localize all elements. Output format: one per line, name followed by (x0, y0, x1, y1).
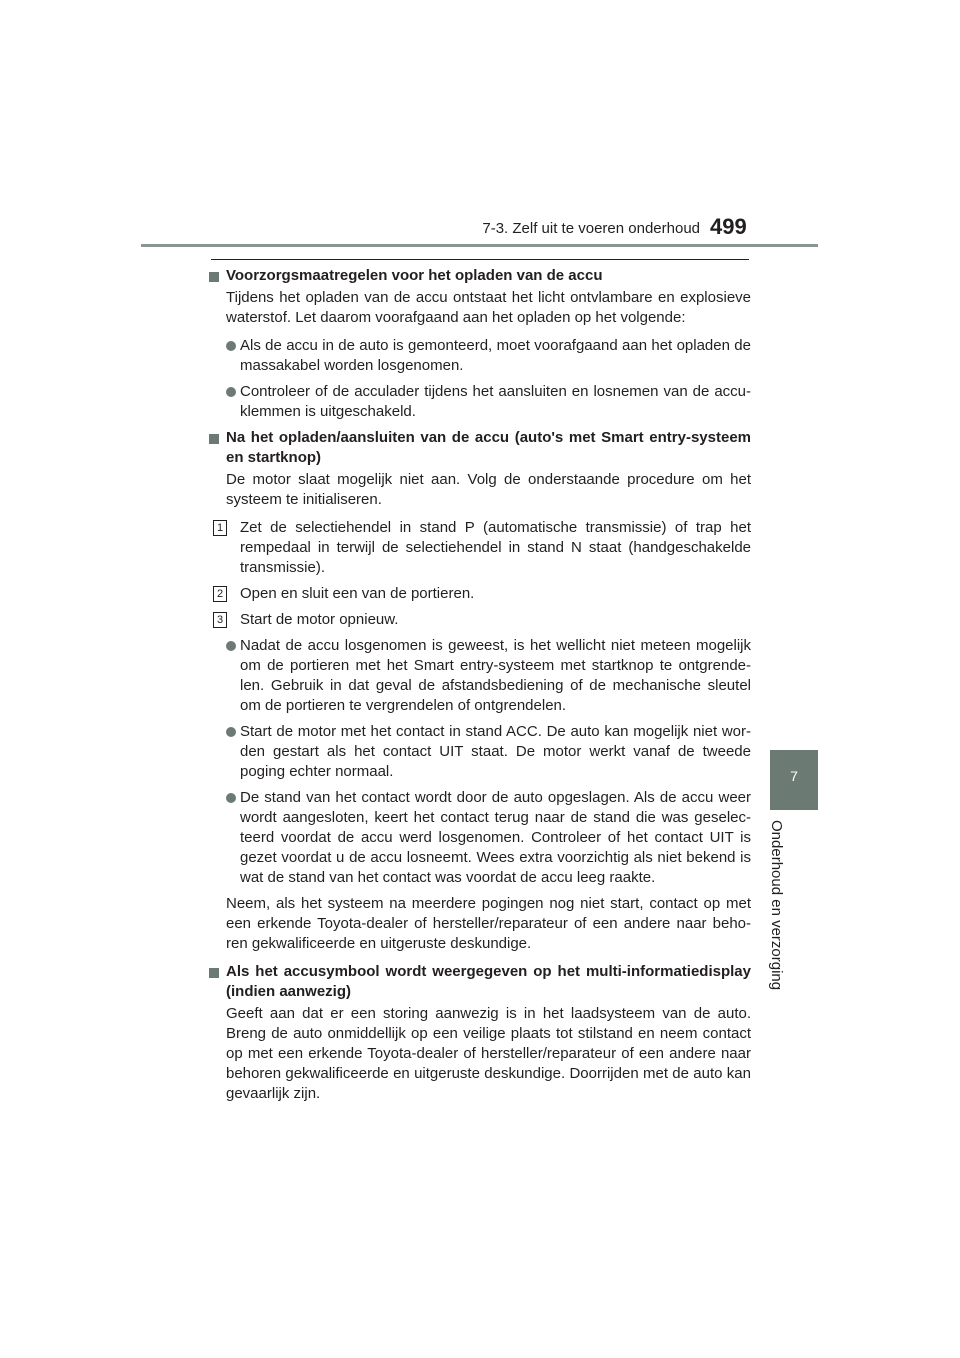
step-number: 1 (213, 520, 227, 536)
section-outro: Neem, als het systeem na meerdere pogingen nog niet start, contact op met een erkende Toyota-dealer of hersteller/reparateur of een andere naar beho-ren gekwalificeerde en uitgeruste deskundige. (226, 895, 751, 952)
square-bullet-icon (209, 272, 219, 282)
chapter-title-vertical (752, 820, 836, 1050)
bullet-item: Start de motor met het contact in stand ACC. De auto kan mogelijk niet wor-den gestart als het contact UIT staat. De motor werkt vanaf de tweede poging echter normaal. (209, 722, 751, 782)
section-body: Geeft aan dat er een storing aanwezig is in het laadsysteem van de auto. Breng de auto onmiddellijk op een veilige plaats tot stilstand en neem contact op met een erkende Toyota-dealer of hersteller/reparateur of een andere naar behoren gekwalificeerde en uitgeruste deskundige. Doorrijden met de auto kan gevaarlijk zijn. (226, 1005, 751, 1102)
section-intro: De motor slaat mogelijk niet aan. Volg de onderstaande procedure om het systeem te initialiseren. (226, 471, 751, 508)
procedure-step: 2 Open en sluit een van de portieren. (209, 584, 751, 604)
section-intro: Tijdens het opladen van de accu ontstaat het licht ontvlambare en explosieve waterstof. Let daarom voorafgaand aan het opladen op het volgende: (226, 289, 751, 326)
main-content (209, 266, 751, 1112)
circle-bullet-icon (226, 793, 236, 803)
header-divider (141, 244, 818, 247)
circle-bullet-icon (226, 341, 236, 351)
square-bullet-icon (209, 968, 219, 978)
chapter-tab: 7 (770, 750, 818, 810)
bullet-item: Nadat de accu losgenomen is geweest, is het wellicht niet meteen mogelijk om de portieren met het Smart entry-systeem met startknop te ontgrende-len. Gebruik in dat geval de afstandsbediening of de mechanische sleutel om de portieren te vergrendelen of ontgrendelen. (209, 636, 751, 716)
section-heading: Na het opladen/aansluiten van de accu (auto's met Smart entry-systeem en startknop) (209, 428, 751, 468)
step-number: 3 (213, 612, 227, 628)
page-number: 499 (710, 214, 747, 239)
running-header: 7-3. Zelf uit te voeren onderhoud (482, 220, 700, 237)
bullet-item: Controleer of de acculader tijdens het aansluiten en losnemen van de accu-klemmen is uitgeschakeld. (209, 382, 751, 422)
bullet-item: Als de accu in de auto is gemonteerd, moet voorafgaand aan het opladen de massakabel worden losgenomen. (209, 336, 751, 376)
procedure-step: 3 Start de motor opnieuw. (209, 610, 751, 630)
procedure-step: 1 Zet de selectiehendel in stand P (automatische transmissie) of trap het rempedaal in terwijl de selectiehendel in stand N staat (handgeschakelde transmissie). (209, 518, 751, 578)
chapter-title-text: Onderhoud en verzorging (768, 820, 785, 991)
section-heading: Als het accusymbool wordt weergegeven op het multi-informatiedisplay (indien aanwezig) (209, 962, 751, 1002)
circle-bullet-icon (226, 641, 236, 651)
bullet-item: De stand van het contact wordt door de auto opgeslagen. Als de accu weer wordt aangesloten, keert het contact terug naar de stand die was geselec-teerd voordat de accu werd losgenomen. Controleer of het contact UIT is gezet voordat u de accu losneemt. Wees extra voorzichtig als niet bekend is wat de stand van het contact was voordat de accu leeg raakte. (209, 788, 751, 888)
step-number: 2 (213, 586, 227, 602)
square-bullet-icon (209, 434, 219, 444)
content-divider (211, 259, 749, 260)
circle-bullet-icon (226, 387, 236, 397)
section-heading: Voorzorgsmaatregelen voor het opladen van de accu (209, 266, 751, 286)
circle-bullet-icon (226, 727, 236, 737)
